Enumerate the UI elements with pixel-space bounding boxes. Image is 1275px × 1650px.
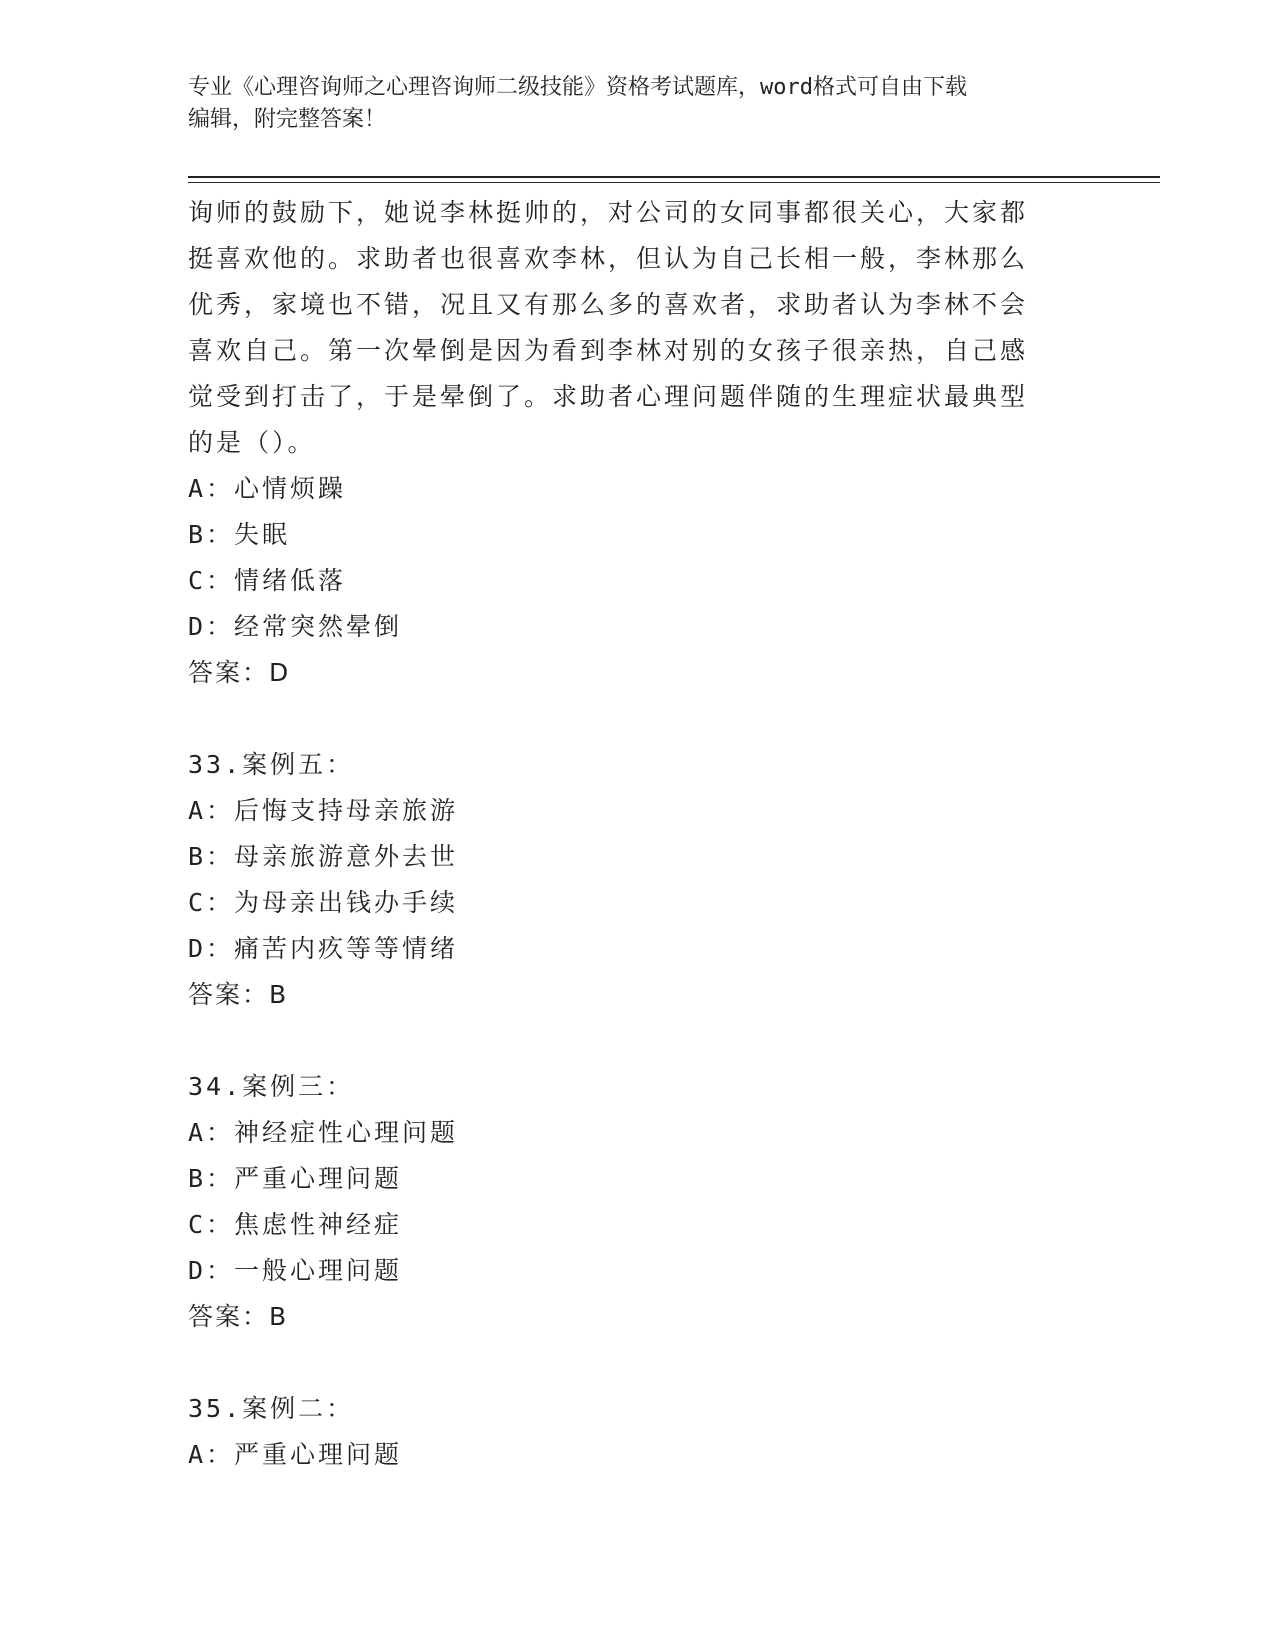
- question-title: 34.案例三：: [188, 1072, 355, 1101]
- header-divider-thin: [188, 182, 1160, 183]
- option-a: A：后悔支持母亲旅游: [188, 796, 459, 825]
- header-line-1: 专业《心理咨询师之心理咨询师二级技能》资格考试题库，word格式可自由下载: [188, 75, 967, 100]
- header-line-2: 编辑，附完整答案！: [188, 107, 387, 132]
- question-33: [188, 742, 1088, 1018]
- passage-line: 觉受到打击了，于是晕倒了。求助者心理问题伴随的生理症状最典型: [188, 382, 1029, 411]
- question-title: 35.案例二：: [188, 1394, 355, 1423]
- option-b: B：失眠: [188, 520, 291, 549]
- option-d: D：经常突然晕倒: [188, 612, 403, 641]
- passage-line: 挺喜欢他的。求助者也很喜欢李林，但认为自己长相一般，李林那么: [188, 244, 1029, 273]
- answer-line: 答案：D: [188, 658, 291, 687]
- header-divider-thick: [188, 176, 1160, 178]
- option-c: C：焦虑性神经症: [188, 1210, 403, 1239]
- option-b: B：严重心理问题: [188, 1164, 403, 1193]
- option-d: D：痛苦内疚等等情绪: [188, 934, 459, 963]
- passage-line: 喜欢自己。第一次晕倒是因为看到李林对别的女孩子很亲热，自己感: [188, 336, 1029, 365]
- question-title: 33.案例五：: [188, 750, 355, 779]
- option-a: A：严重心理问题: [188, 1440, 403, 1469]
- spacer: [188, 1018, 1088, 1064]
- passage-line: 优秀，家境也不错，况且又有那么多的喜欢者，求助者认为李林不会: [188, 290, 1029, 319]
- option-a: A：神经症性心理问题: [188, 1118, 459, 1147]
- option-c: C：情绪低落: [188, 566, 347, 595]
- passage-line: 询师的鼓励下，她说李林挺帅的，对公司的女同事都很关心，大家都: [188, 198, 1029, 227]
- document-header: [188, 72, 1088, 136]
- option-a: A：心情烦躁: [188, 474, 347, 503]
- answer-line: 答案：B: [188, 980, 289, 1009]
- option-c: C：为母亲出钱办手续: [188, 888, 459, 917]
- answer-line: 答案：B: [188, 1302, 289, 1331]
- spacer: [188, 1340, 1088, 1386]
- question-34: [188, 1064, 1088, 1340]
- question-32: [188, 190, 1088, 696]
- passage-line: 的是（）。: [188, 428, 316, 457]
- question-35: [188, 1386, 1088, 1478]
- option-d: D：一般心理问题: [188, 1256, 403, 1285]
- option-b: B：母亲旅游意外去世: [188, 842, 459, 871]
- spacer: [188, 696, 1088, 742]
- document-body: [188, 190, 1088, 1478]
